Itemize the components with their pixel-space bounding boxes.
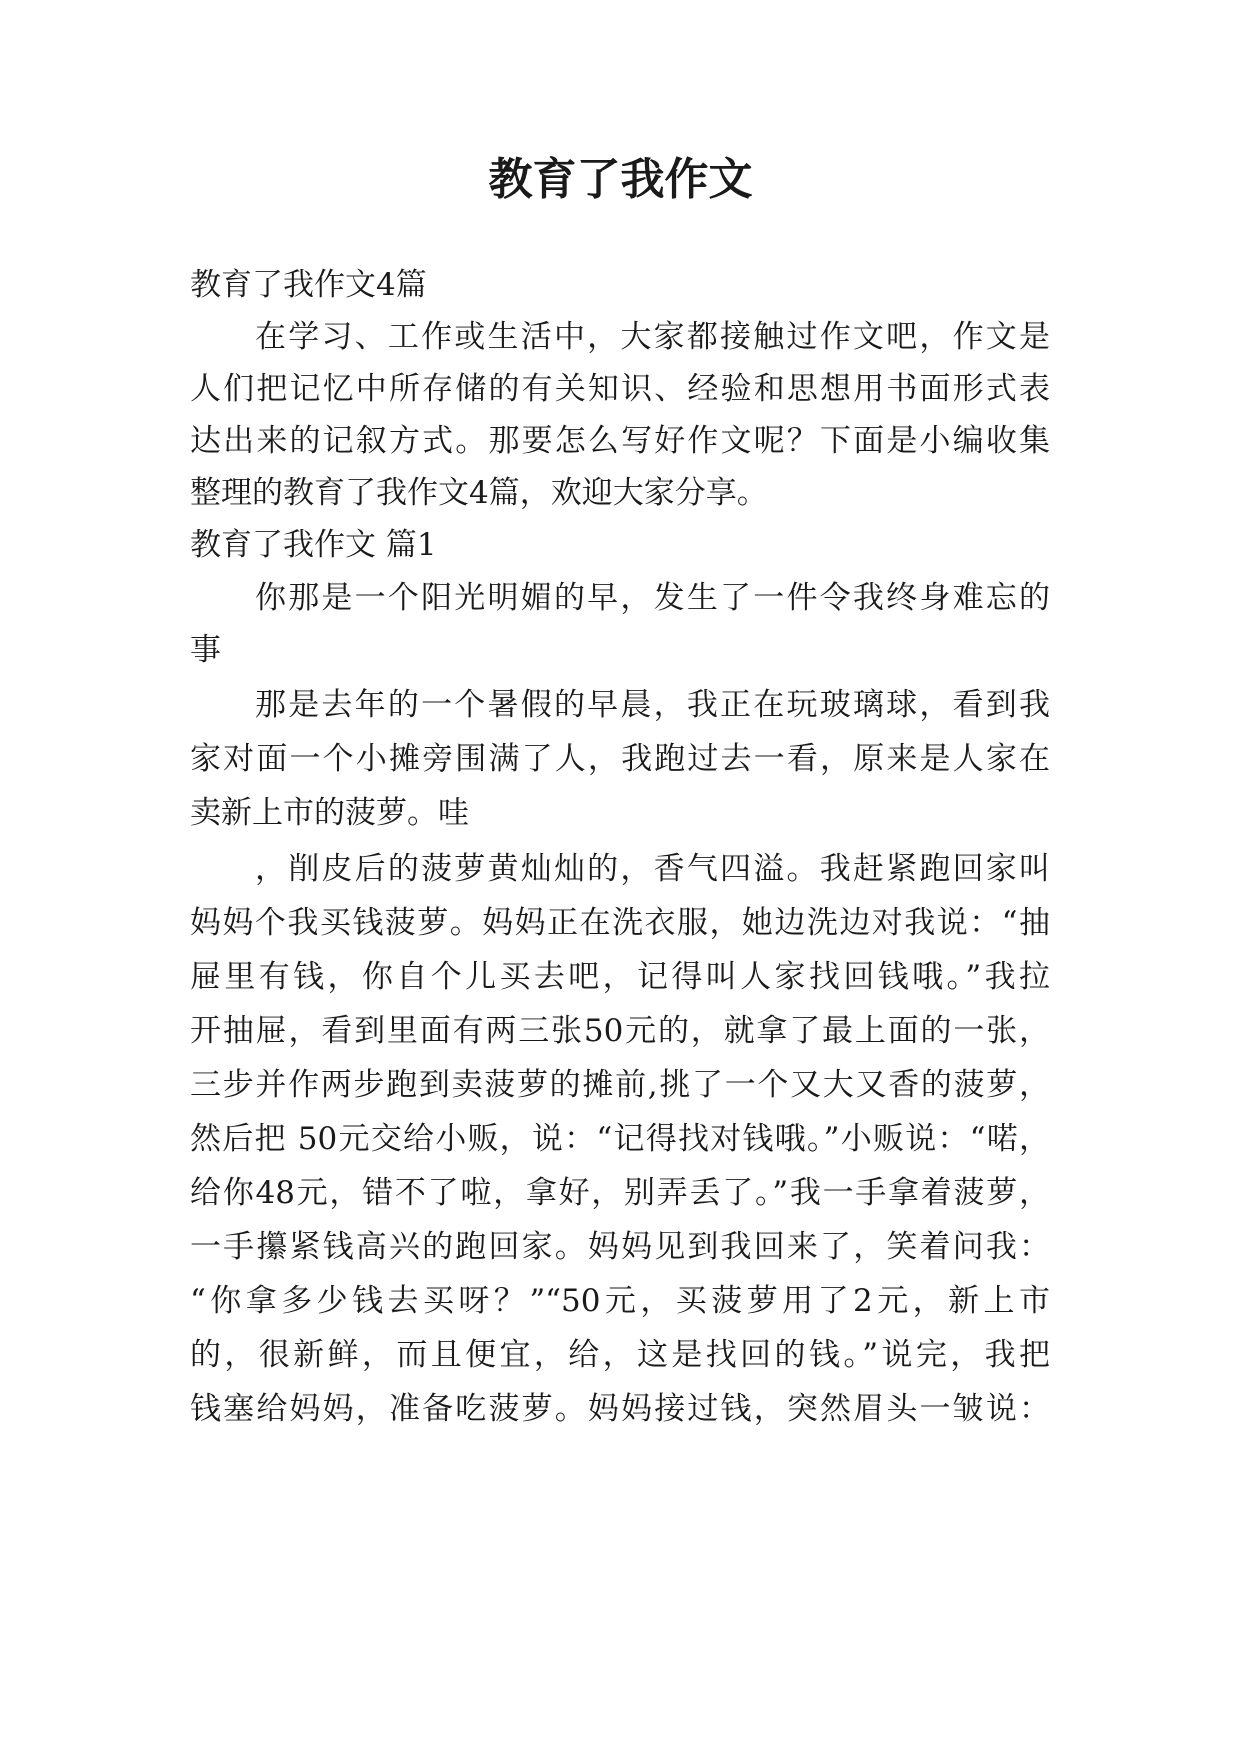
paragraph-line: 那是去年的一个暑假的早晨，我正在玩玻璃球，看到我 — [255, 687, 1050, 723]
paragraph-line: 然后把 50元交给小贩，说：“记得找对钱哦。”小贩说：“喏， — [190, 1121, 1050, 1157]
subtitle-line: 教育了我作文4篇 — [190, 267, 427, 303]
paragraph-line: 开抽屉，看到里面有两三张50元的，就拿了最上面的一张， — [190, 1013, 1050, 1049]
paragraph-line: 事 — [190, 632, 221, 668]
paragraph-line: 卖新上市的菠萝。哇 — [190, 795, 469, 831]
paragraph-line: 你那是一个阳光明媚的早，发生了一件令我终身难忘的 — [255, 580, 1050, 616]
paragraph-line: 钱塞给妈妈，准备吃菠萝。妈妈接过钱，突然眉头一皱说： — [190, 1391, 1050, 1427]
paragraph-line: 妈妈个我买钱菠萝。妈妈正在洗衣服，她边洗边对我说：“抽 — [190, 905, 1050, 941]
paragraph-line: 整理的教育了我作文4篇，欢迎大家分享。 — [190, 475, 768, 511]
paragraph-line: 一手攥紧钱高兴的跑回家。妈妈见到我回来了，笑着问我： — [190, 1229, 1050, 1265]
paragraph-line: 屉里有钱，你自个儿买去吧，记得叫人家找回钱哦。”我拉 — [190, 959, 1050, 995]
paragraph-line: 达出来的记叙方式。那要怎么写好作文呢？下面是小编收集 — [190, 423, 1050, 459]
paragraph-line: 的，很新鲜，而且便宜，给，这是找回的钱。”说完，我把 — [190, 1337, 1050, 1373]
document-title: 教育了我作文 — [488, 154, 753, 205]
paragraph-line: 给你48元，错不了啦，拿好，别弄丢了。”我一手拿着菠萝， — [190, 1175, 1050, 1211]
paragraph-line: 三步并作两步跑到卖菠萝的摊前,挑了一个又大又香的菠萝， — [190, 1067, 1050, 1103]
paragraph-line: 家对面一个小摊旁围满了人，我跑过去一看，原来是人家在 — [190, 741, 1050, 777]
section-heading: 教育了我作文 篇1 — [190, 527, 437, 563]
paragraph-line: ，削皮后的菠萝黄灿灿的，香气四溢。我赶紧跑回家叫 — [255, 851, 1050, 887]
paragraph-line: 人们把记忆中所存储的有关知识、经验和思想用书面形式表 — [190, 371, 1050, 407]
paragraph-line: 在学习、工作或生活中，大家都接触过作文吧，作文是 — [255, 319, 1050, 355]
paragraph-line: “你拿多少钱去买呀？”“50元，买菠萝用了2元，新上市 — [190, 1283, 1050, 1319]
